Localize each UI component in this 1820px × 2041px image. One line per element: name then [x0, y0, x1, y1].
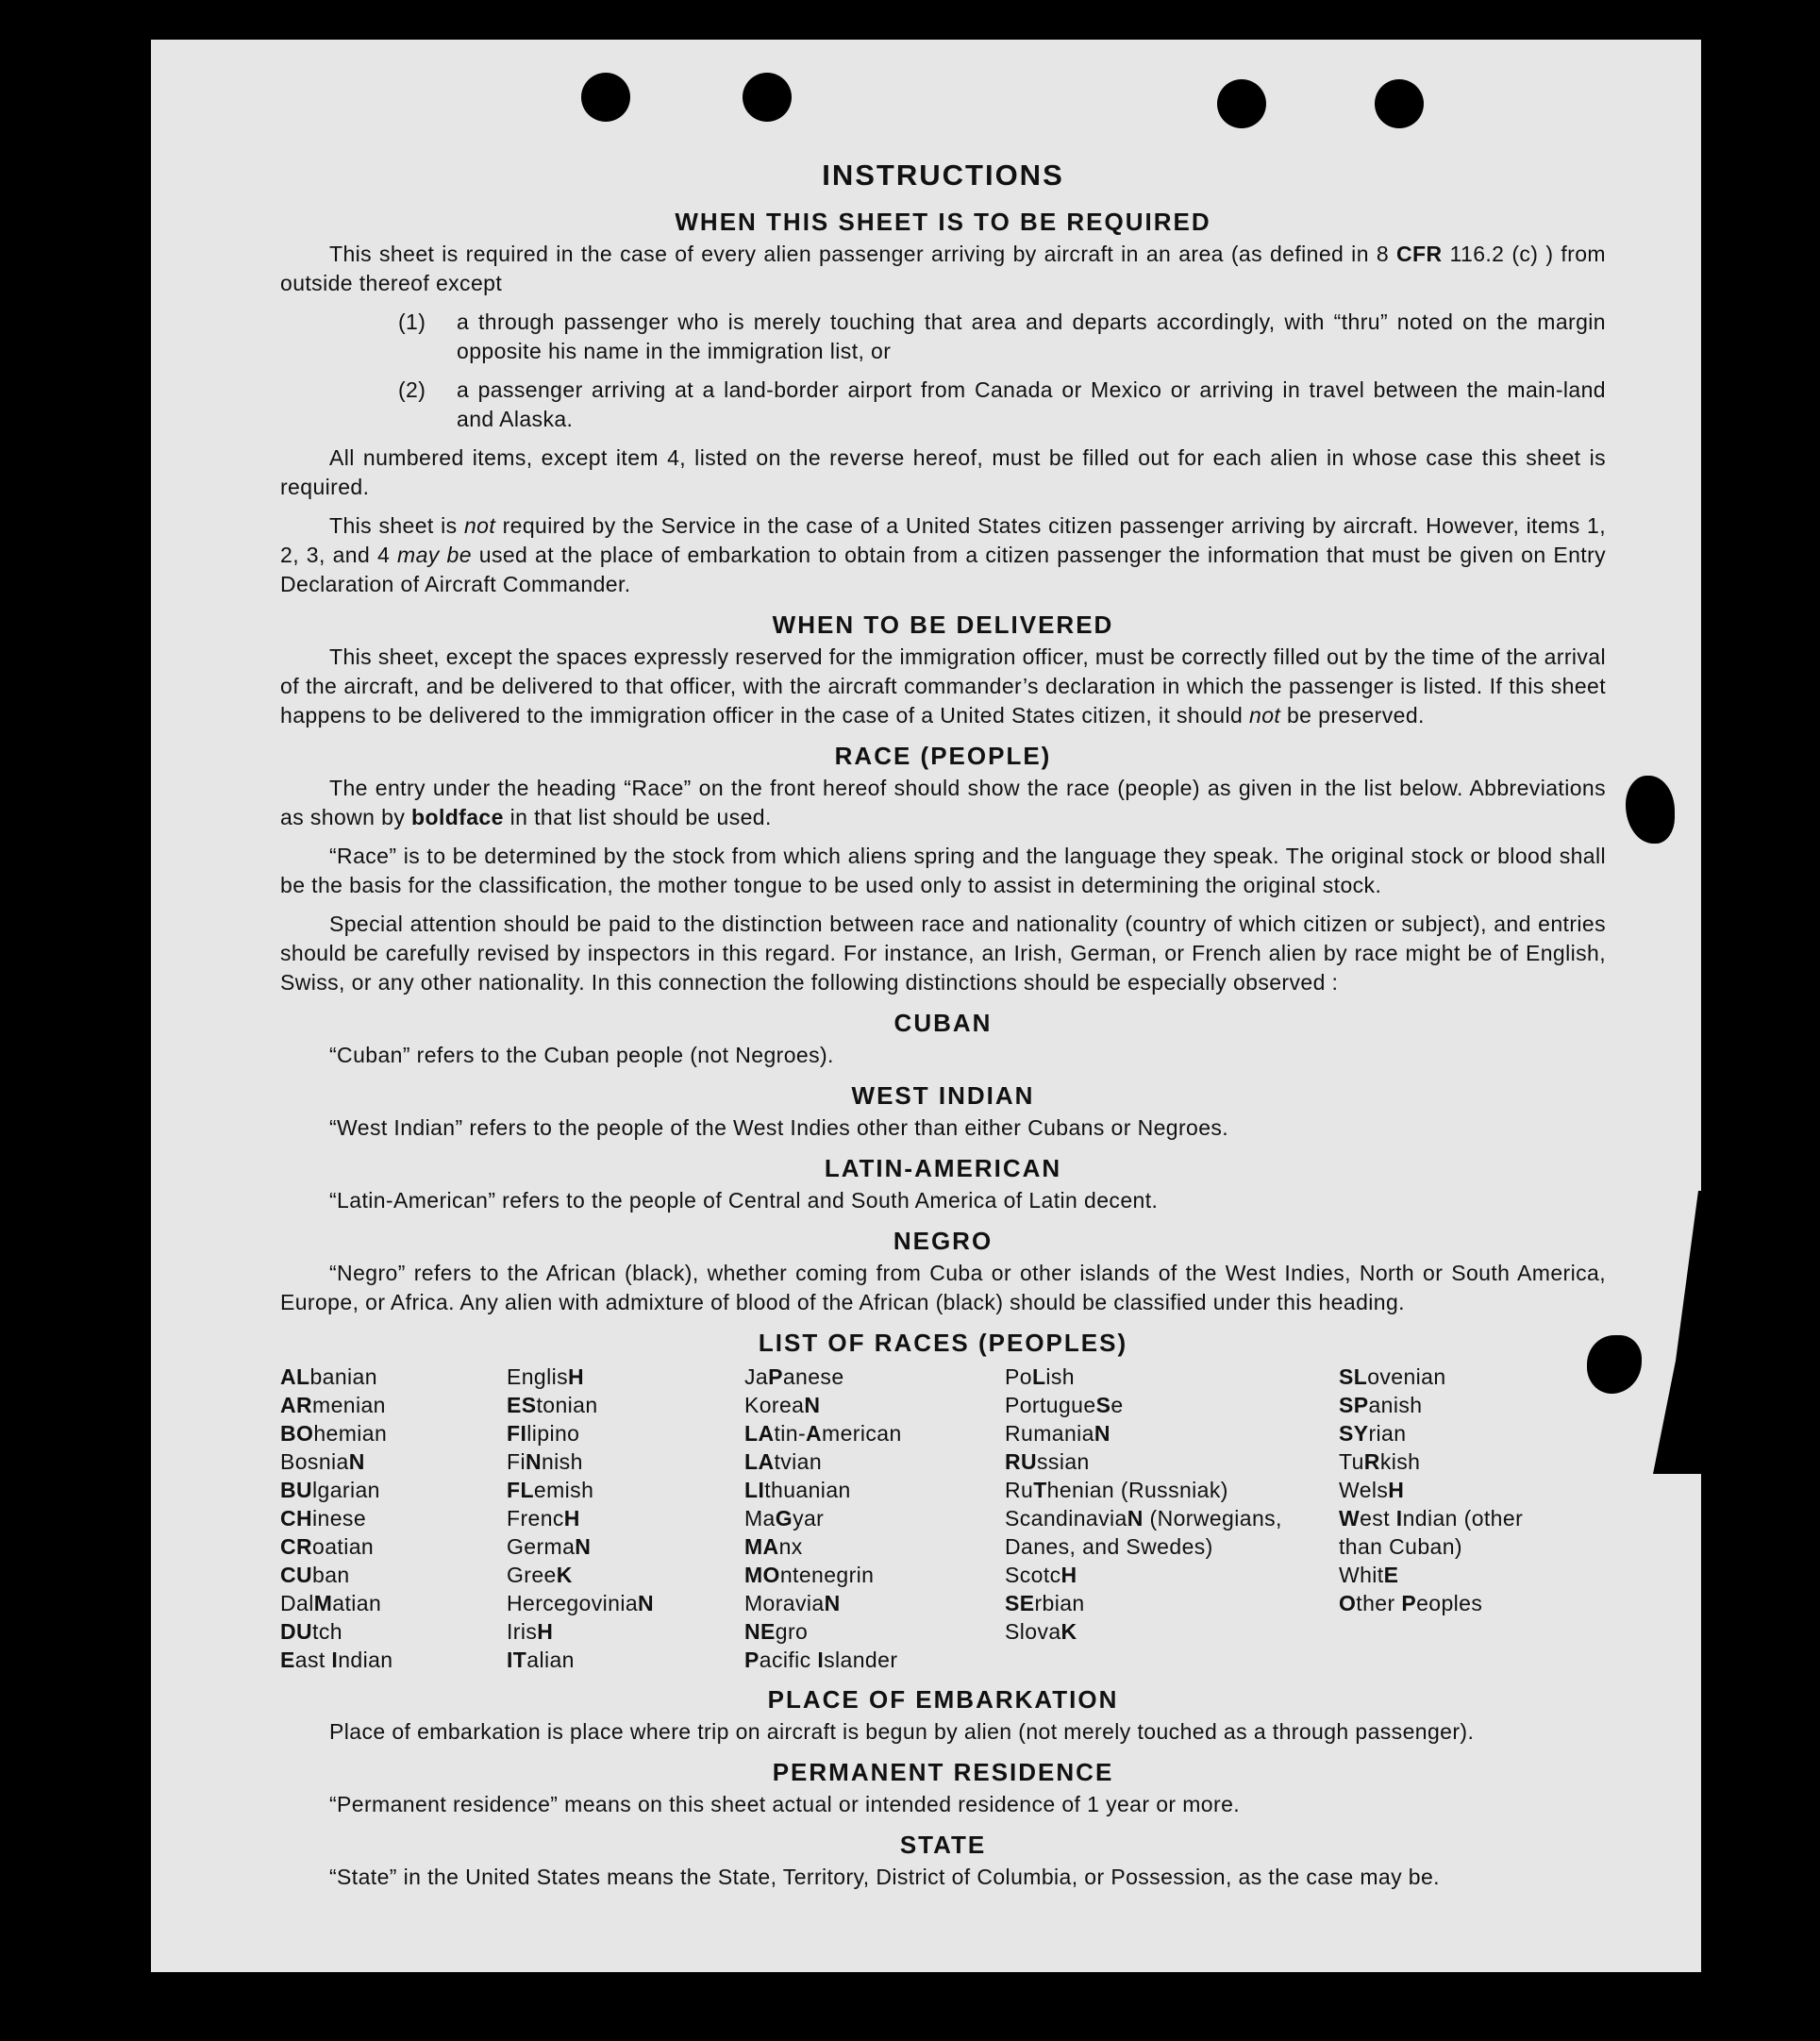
race-entry: TuRkish	[1339, 1449, 1421, 1474]
race-entry: FrencH	[507, 1506, 580, 1531]
paragraph-negro: “Negro” refers to the African (black), whether coming from Cuba or other islands of the West Indies, North or South America, Europe, or Africa. Any alien with admixture of blood of the African (black) should be classified under this heading.	[280, 1261, 1606, 1314]
race-entry: RumaniaN	[1005, 1421, 1110, 1446]
race-entry: LAtvian	[744, 1449, 823, 1474]
heading-west-indian: WEST INDIAN	[851, 1081, 1035, 1110]
race-entry: ScandinaviaN (Norwegians, Danes, and Swedes)	[1005, 1506, 1282, 1559]
race-entry: ScotcH	[1005, 1563, 1077, 1587]
races-column-4	[1005, 1363, 1339, 1674]
paragraph-race-1: The entry under the heading “Race” on the front hereof should show the race (people) as given in the list below. Abbreviations as shown by boldface in that list should be used.	[280, 776, 1606, 829]
race-entry: SPanish	[1339, 1393, 1423, 1417]
race-entry: FiNnish	[507, 1449, 583, 1474]
race-entry: GreeK	[507, 1563, 573, 1587]
document-page	[151, 40, 1701, 1972]
paragraph-cuban: “Cuban” refers to the Cuban people (not Negroes).	[329, 1043, 834, 1067]
race-entry: BosniaN	[280, 1449, 365, 1474]
paragraph-required-intro: This sheet is required in the case of every alien passenger arriving by aircraft in an area (as defined in 8 CFR 116.2 (c) ) from outside thereof except	[280, 242, 1606, 295]
page-title: INSTRUCTIONS	[822, 159, 1064, 192]
heading-embarkation: PLACE OF EMBARKATION	[767, 1685, 1119, 1714]
race-entry: CRoatian	[280, 1534, 375, 1559]
race-entry: CHinese	[280, 1506, 367, 1531]
torn-edge	[1653, 1191, 1701, 1474]
race-entry: EStonian	[507, 1393, 598, 1417]
exception-item-2: (2) a passenger arriving at a land-border airport from Canada or Mexico or arriving in travel between the main-land and Alaska.	[398, 377, 1606, 431]
races-column-2	[507, 1363, 744, 1674]
race-entry: RuThenian (Russniak)	[1005, 1478, 1228, 1502]
race-entry: CUban	[280, 1563, 350, 1587]
race-entry: ITalian	[507, 1648, 575, 1672]
race-entry: MOntenegrin	[744, 1563, 875, 1587]
punch-hole	[581, 73, 630, 122]
race-entry: BUlgarian	[280, 1478, 380, 1502]
paragraph-race-3: Special attention should be paid to the distinction between race and nationality (country of which citizen or subject), and entries should be carefully revised by inspectors in this regard. For instance, an Irish, German, or French alien by race might be of English, Swiss, or any other nationality. In this connection the following distinctions should be especially observed :	[280, 912, 1606, 995]
race-entry: ARmenian	[280, 1393, 386, 1417]
race-entry: KoreaN	[744, 1393, 821, 1417]
races-list	[280, 1363, 1606, 1674]
heading-cuban: CUBAN	[893, 1009, 993, 1037]
race-entry: LIthuanian	[744, 1478, 851, 1502]
heading-state: STATE	[899, 1831, 987, 1859]
race-entry: HercegoviniaN	[507, 1591, 655, 1615]
race-entry: DalMatian	[280, 1591, 382, 1615]
race-entry: EnglisH	[507, 1364, 585, 1389]
races-column-5	[1339, 1363, 1561, 1674]
race-entry: SLovenian	[1339, 1364, 1446, 1389]
heading-race: RACE (PEOPLE)	[834, 742, 1052, 770]
race-entry: WhitE	[1339, 1563, 1399, 1587]
punch-hole	[1375, 79, 1424, 128]
race-entry: PoLish	[1005, 1364, 1075, 1389]
race-entry: WelsH	[1339, 1478, 1405, 1502]
races-column-1	[280, 1363, 507, 1674]
heading-when-required: WHEN THIS SHEET IS TO BE REQUIRED	[675, 208, 1211, 236]
paragraph-numbered-items: All numbered items, except item 4, listed on the reverse hereof, must be filled out for each alien in whose case this sheet is required.	[280, 445, 1606, 499]
ink-blot	[1626, 776, 1675, 844]
heading-list-of-races: LIST OF RACES (PEOPLES)	[758, 1329, 1128, 1357]
paragraph-residence: “Permanent residence” means on this sheet actual or intended residence of 1 year or more.	[329, 1792, 1241, 1816]
race-entry: FLemish	[507, 1478, 594, 1502]
race-entry: BOhemian	[280, 1421, 388, 1446]
race-entry: DUtch	[280, 1619, 342, 1644]
paragraph-citizen: This sheet is not required by the Service in the case of a United States citizen passenger arriving by aircraft. However, items 1, 2, 3, and 4 may be used at the place of embarkation to obtain from a citizen passenger the information that must be given on Entry Declaration of Aircraft Commander.	[280, 513, 1607, 596]
race-entry: MAnx	[744, 1534, 803, 1559]
heading-latin-american: LATIN-AMERICAN	[824, 1154, 1062, 1182]
heading-residence: PERMANENT RESIDENCE	[772, 1758, 1114, 1786]
paragraph-delivered: This sheet, except the spaces expressly reserved for the immigration officer, must be correctly filled out by the time of the arrival of the aircraft, and be delivered to that officer, with the aircraft commander’s declaration in which the passenger is listed. If this sheet happens to be delivered to the immigration officer in the case of a United States citizen, it should not be preserved.	[280, 644, 1606, 728]
paragraph-embarkation: Place of embarkation is place where trip on aircraft is begun by alien (not merely touched as a through passenger).	[329, 1719, 1475, 1744]
race-entry: RUssian	[1005, 1449, 1090, 1474]
race-entry: SYrian	[1339, 1421, 1407, 1446]
race-entry: SlovaK	[1005, 1619, 1077, 1644]
race-entry: MaGyar	[744, 1506, 825, 1531]
races-column-3	[744, 1363, 1005, 1674]
paragraph-state: “State” in the United States means the State, Territory, District of Columbia, or Possession, as the case may be.	[329, 1865, 1440, 1889]
race-entry: MoraviaN	[744, 1591, 841, 1615]
paragraph-west-indian: “West Indian” refers to the people of the West Indies other than either Cubans or Negroes.	[329, 1115, 1229, 1140]
race-entry: West Indian (other than Cuban)	[1339, 1506, 1524, 1559]
paragraph-latin-american: “Latin-American” refers to the people of Central and South America of Latin decent.	[329, 1188, 1159, 1213]
heading-negro: NEGRO	[893, 1227, 993, 1255]
race-entry: East Indian	[280, 1648, 393, 1672]
race-entry: NEgro	[744, 1619, 809, 1644]
race-entry: Other Peoples	[1339, 1591, 1483, 1615]
punch-hole	[1217, 79, 1266, 128]
race-entry: ALbanian	[280, 1364, 377, 1389]
punch-hole	[743, 73, 792, 122]
heading-when-delivered: WHEN TO BE DELIVERED	[772, 611, 1114, 639]
paragraph-race-2: “Race” is to be determined by the stock from which aliens spring and the language they speak. The original stock or blood shall be the basis for the classification, the mother tongue to be used only to assist in determining the original stock.	[280, 844, 1606, 897]
race-entry: Pacific Islander	[744, 1648, 898, 1672]
race-entry: JaPanese	[744, 1364, 844, 1389]
race-entry: IrisH	[507, 1619, 554, 1644]
race-entry: GermaN	[507, 1534, 592, 1559]
race-entry: SErbian	[1005, 1591, 1085, 1615]
exception-item-1: (1) a through passenger who is merely touching that area and departs accordingly, with “thru” noted on the margin opposite his name in the immigration list, or	[398, 309, 1606, 363]
race-entry: PortugueSe	[1005, 1393, 1124, 1417]
race-entry: LAtin-American	[744, 1421, 902, 1446]
instructions-content	[280, 159, 1606, 1901]
race-entry: FIlipino	[507, 1421, 580, 1446]
